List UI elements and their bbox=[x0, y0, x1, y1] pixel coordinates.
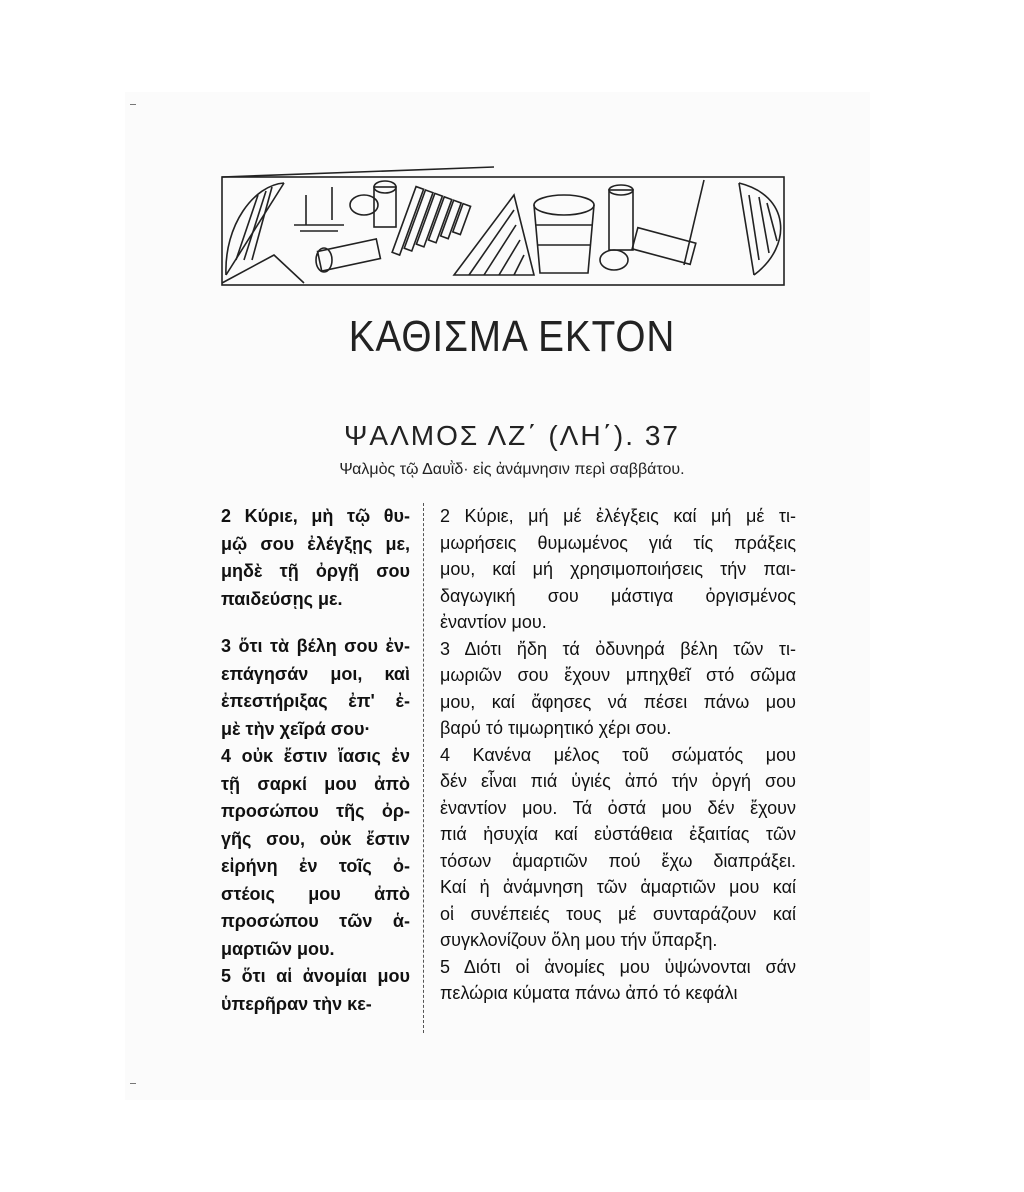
translation-line: δέν εἶναι πιά ὑγιές ἀπό τήν ὀργή σου bbox=[440, 771, 796, 791]
ancient-text-line: εἰρήνη ἐν τοῖς ὀ- bbox=[221, 856, 410, 876]
ancient-text-line: μῷ σου ἐλέγξῃς με, bbox=[221, 533, 410, 554]
translation-line: ἐναντίον μου. Τά ὀστά μου δέν ἔχουν bbox=[440, 797, 796, 818]
translation-line: πιά ἡσυχία καί εὐστάθεια ἐξαιτίας τῶν bbox=[440, 824, 796, 844]
translation-line: μου, καί ἄφησες νά πέσει πάνω μου bbox=[440, 691, 796, 712]
translation-line: μου, καί μή χρησιμοποιήσεις τήν παι- bbox=[440, 559, 796, 579]
ancient-text-line: προσώπου τῆς ὀρ- bbox=[221, 801, 410, 821]
ancient-text-line: ὑπερῆραν τὴν κε- bbox=[221, 993, 372, 1014]
psalm-subtitle: Ψαλμὸς τῷ Δαυῒδ· εἰς ἀνάμνησιν περὶ σαββάτου. bbox=[339, 461, 685, 478]
translation-line: Καί ἡ ἀνάμνηση τῶν ἁμαρτιῶν μου καί bbox=[440, 877, 796, 897]
translation-line: δαγωγική σου μάστιγα ὀργισμένος bbox=[440, 585, 796, 606]
translation-line: 3 Διότι ἤδη τά ὀδυνηρά βέλη τῶν τι- bbox=[440, 638, 796, 659]
ancient-text-line: επάγησάν μοι, καὶ bbox=[221, 663, 410, 684]
ancient-text-column bbox=[221, 503, 410, 1018]
ancient-text-line: παιδεύσῃς με. bbox=[221, 588, 343, 609]
ancient-text-line: μὲ τὴν χεῖρά σου· bbox=[221, 718, 371, 739]
translation-line: 5 Διότι οἱ ἀνομίες μου ὑψώνονται σάν bbox=[440, 956, 796, 977]
translation-line: 4 Κανένα μέλος τοῦ σώματός μου bbox=[440, 744, 796, 765]
paragraph-gap bbox=[221, 613, 410, 633]
psalm-heading: ΨΑΛΜΟΣ ΛΖ΄ (ΛΗ΄). 37 bbox=[344, 420, 680, 451]
translation-line: τόσων ἁμαρτιῶν πού ἔχω διαπράξει. bbox=[440, 850, 796, 871]
ancient-text-line: 5 ὅτι αἱ ἀνομίαι μου bbox=[221, 966, 410, 986]
translation-line: μωρήσεις θυμωμένος γιά τίς πράξεις bbox=[440, 532, 796, 553]
ancient-text-line: 4 οὐκ ἔστιν ἴασις ἐν bbox=[221, 746, 410, 766]
translation-line: ἐναντίον μου. bbox=[440, 612, 547, 632]
column-divider bbox=[423, 503, 425, 1033]
ancient-text-line: τῇ σαρκί μου ἀπὸ bbox=[221, 773, 410, 794]
ancient-text-line: μαρτιῶν μου. bbox=[221, 938, 335, 959]
ancient-text-line: προσώπου τῶν ἁ- bbox=[221, 911, 410, 931]
modern-translation-column bbox=[440, 503, 796, 1007]
translation-line: μωριῶν σου ἔχουν μπηχθεῖ στό σῶμα bbox=[440, 665, 796, 685]
crop-mark-bottom bbox=[130, 1083, 136, 1084]
ancient-text-line: μηδὲ τῇ ὀργῇ σου bbox=[221, 561, 410, 581]
translation-line: οἱ συνέπειές τους μέ συνταράζουν καί bbox=[440, 903, 796, 924]
musical-instruments-headpiece-illustration bbox=[214, 165, 802, 293]
ancient-text-line: γῆς σου, οὐκ ἔστιν bbox=[221, 828, 410, 849]
ancient-text-line: 3 ὅτι τὰ βέλη σου ἐν- bbox=[221, 636, 410, 656]
translation-line: βαρύ τό τιμωρητικό χέρι σου. bbox=[440, 718, 672, 738]
translation-line: 2 Κύριε, μή μέ ἐλέγξεις καί μή μέ τι- bbox=[440, 506, 796, 526]
ancient-text-line: ἐπεστήριξας ἐπ' ἐ- bbox=[221, 691, 410, 711]
ancient-text-line: στέοις μου ἀπὸ bbox=[221, 883, 410, 904]
kathisma-title: ΚΑΘΙΣΜΑ ΕΚΤΟΝ bbox=[348, 312, 676, 361]
crop-mark-top bbox=[130, 104, 136, 105]
translation-line: πελώρια κύματα πάνω ἀπό τό κεφάλι bbox=[440, 983, 738, 1003]
ancient-text-line: 2 Κύριε, μὴ τῷ θυ- bbox=[221, 506, 410, 526]
translation-line: συγκλονίζουν ὅλη μου τήν ὕπαρξη. bbox=[440, 930, 718, 950]
